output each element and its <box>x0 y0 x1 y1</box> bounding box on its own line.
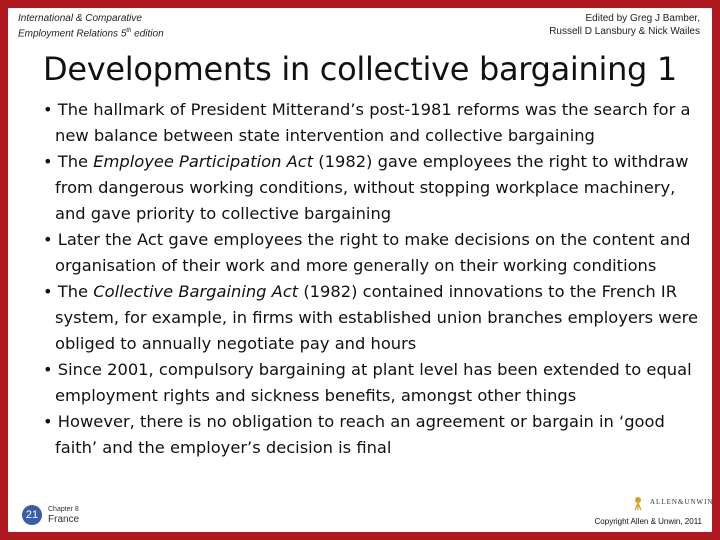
bullet-icon: • <box>43 282 58 301</box>
bullet-item <box>30 357 700 409</box>
book-title <box>18 12 164 40</box>
chapter-number: Chapter 8 <box>48 506 79 513</box>
bullet-text <box>43 357 700 409</box>
bullet-item <box>30 409 700 461</box>
bullet-text <box>43 409 700 461</box>
bullet-text <box>43 279 700 357</box>
bullet-item <box>30 97 700 149</box>
bullet-text-part: However, there is no obligation to reach an agreement or bargain in ‘good faith’ and the employer’s decision is final <box>55 412 665 457</box>
editors-line2: Russell D Lansbury & Nick Wailes <box>549 26 700 37</box>
editors <box>549 12 700 38</box>
bullet-text-part: Later the Act gave employees the right to make decisions on the content and organisation of their work and more generally on their working conditions <box>55 230 691 275</box>
slide-number-badge: 21 <box>22 505 42 525</box>
bullet-text <box>43 97 700 149</box>
bullet-text <box>43 227 700 279</box>
bullet-icon: • <box>43 360 58 379</box>
chapter-label <box>48 505 79 526</box>
bullet-item <box>30 149 700 227</box>
bullet-text <box>43 149 700 227</box>
book-title-line2: Employment Relations 5th edition <box>18 28 164 40</box>
editors-line1: Edited by Greg J Bamber, <box>585 13 700 24</box>
bullet-icon: • <box>43 412 58 431</box>
copyright: Copyright Allen & Unwin, 2011 <box>594 517 702 526</box>
bullet-text-part: (1982) contained innovations to the French IR system, for example, in firms with established union branches employers were obliged to annually negotiate pay and hours <box>55 282 698 353</box>
slide-title: Developments in collective bargaining 1 <box>42 50 677 88</box>
bullet-text-part: The <box>57 282 94 301</box>
bullet-text-part: The hallmark of President Mitterand’s post-1981 reforms was the search for a new balance between state intervention and collective bargaining <box>55 100 691 145</box>
publisher-logo <box>626 492 714 512</box>
slide <box>8 8 712 532</box>
bullet-item <box>30 279 700 357</box>
book-title-line1: International & Comparative <box>18 13 142 24</box>
bullet-icon: • <box>43 230 58 249</box>
bullet-icon: • <box>43 152 58 171</box>
bullet-act-name: Collective Bargaining Act <box>93 282 299 301</box>
bullet-item <box>30 227 700 279</box>
bullet-text-part: (1982) gave employees the right to withdraw from dangerous working conditions, without stopping workplace machinery, and gave priority to collective bargaining <box>55 152 689 223</box>
bullet-list <box>30 97 700 461</box>
bullet-icon: • <box>43 100 58 119</box>
bullet-text-part: Since 2001, compulsory bargaining at plant level has been extended to equal employment rights and sickness benefits, amongst other things <box>55 360 692 405</box>
bullet-text-part: The <box>57 152 94 171</box>
publisher-logo-text: ALLEN&UNWIN <box>650 498 714 506</box>
chapter-country: France <box>48 514 80 525</box>
bullet-act-name: Employee Participation Act <box>93 152 314 171</box>
publisher-logo-icon <box>626 492 650 512</box>
